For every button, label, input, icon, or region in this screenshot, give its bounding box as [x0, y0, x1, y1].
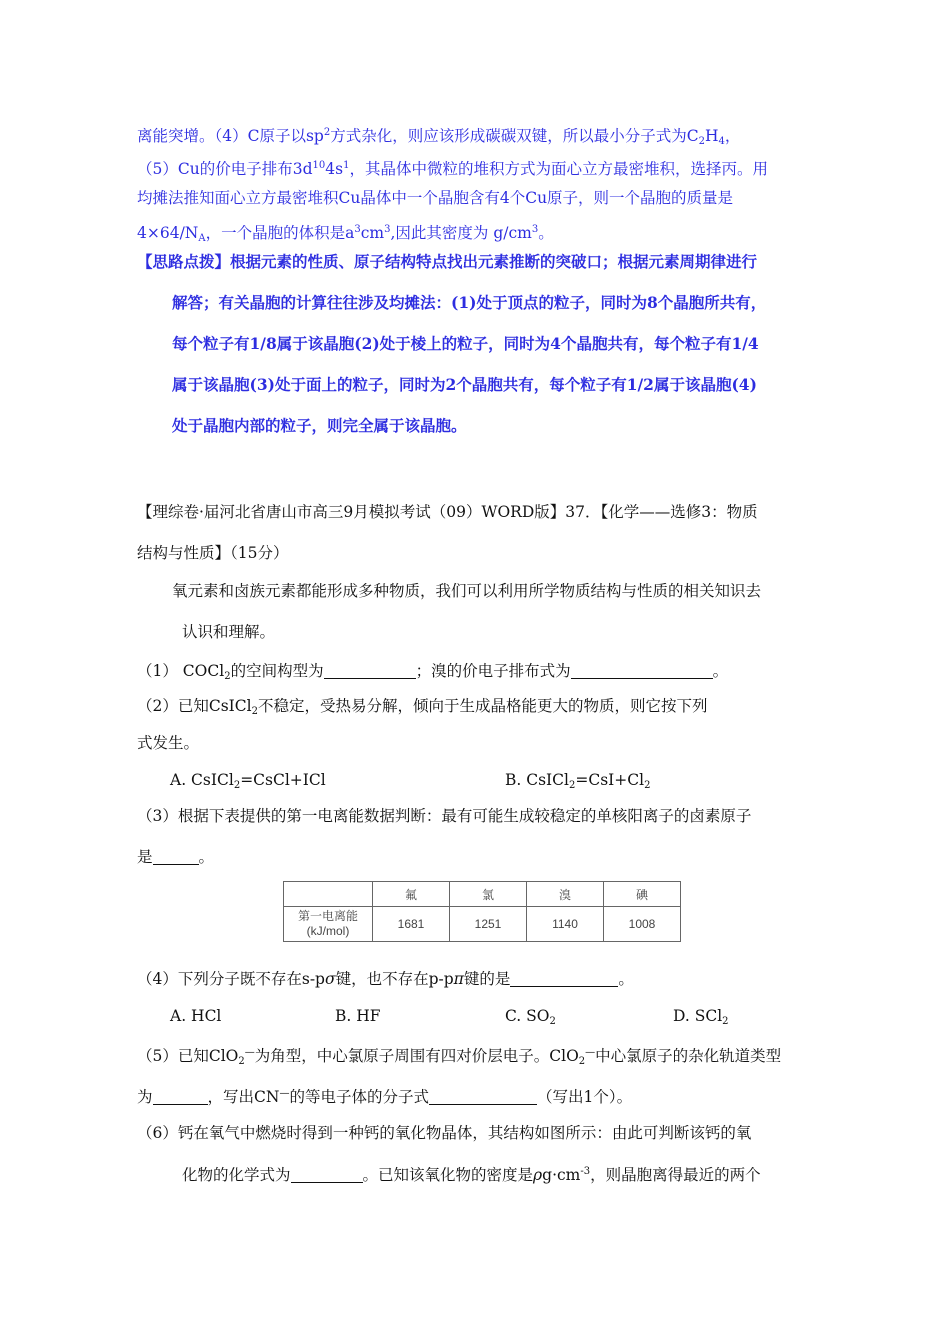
answer-blank[interactable] — [571, 662, 713, 679]
question-text: 的等电子体的分子式 — [289, 1088, 429, 1106]
question-text: 化物的化学式为 — [182, 1166, 291, 1184]
hint-line-5 — [172, 416, 467, 436]
question-text: 。已知该氧化物的密度是 — [362, 1166, 534, 1184]
answer-text: ，其晶体中微粒的堆积方式为面心立方最密堆积，选择丙。用 — [349, 160, 768, 178]
subscript: 4 — [718, 136, 725, 147]
table-header-empty — [284, 882, 373, 907]
subscript: 2 — [224, 671, 231, 682]
question-text: （5）已知ClO — [137, 1047, 239, 1065]
source-text: 结构与性质】（15分） — [137, 544, 289, 562]
subscript: 2 — [238, 1056, 245, 1067]
subscript: 2 — [698, 136, 705, 147]
question-2-cont — [137, 733, 199, 753]
question-6-cont — [182, 1162, 761, 1185]
question-source-1 — [137, 502, 758, 522]
question-2 — [137, 696, 708, 722]
question-text: ，写出CN — [207, 1088, 280, 1106]
answer-text: （5）Cu的价电子排布3d — [137, 160, 313, 178]
superscript: 3 — [384, 224, 391, 235]
subscript: 2 — [233, 780, 241, 791]
answer-text: 离能突增。（4）C原子以sp — [137, 127, 324, 145]
question-1 — [137, 661, 728, 687]
subscript: 2 — [722, 1016, 729, 1027]
answer-blank[interactable] — [153, 848, 199, 865]
superscript: 10 — [312, 160, 326, 171]
superscript: 1 — [343, 160, 350, 171]
intro-text: 氧元素和卤族元素都能形成多种物质，我们可以利用所学物质结构与性质的相关知识去 — [172, 582, 762, 600]
question-text: 中心氯原子的杂化轨道类型 — [595, 1047, 782, 1065]
question-5-cont — [137, 1084, 632, 1107]
subscript: 2 — [644, 780, 651, 791]
hint-line-3 — [172, 334, 759, 354]
pi-symbol: π — [453, 970, 464, 988]
subscript: 2 — [578, 1056, 586, 1067]
answer-blank[interactable] — [510, 970, 618, 987]
table-cell-value: 1140 — [527, 907, 604, 942]
superscript: 2 — [323, 127, 331, 138]
question-text: 为 — [137, 1088, 153, 1106]
subscript: A — [198, 233, 206, 244]
table-row-label — [284, 907, 373, 942]
hint-line-4 — [172, 375, 757, 395]
subscript: 2 — [549, 1016, 556, 1027]
question-3-cont — [137, 847, 214, 867]
superscript: -3 — [580, 1166, 591, 1177]
question-text: 是 — [137, 848, 153, 866]
answer-text: 均摊法推知面心立方最密堆积Cu晶体中一个晶胞含有4个Cu原子，则一个晶胞的质量是 — [137, 189, 734, 207]
answer-line-2 — [137, 156, 768, 179]
table-cell-value: 1681 — [373, 907, 450, 942]
answer-text: 方式杂化，则应该形成碳碳双键，所以最小分子式为C — [330, 127, 699, 145]
question-text: 式发生。 — [137, 734, 200, 752]
answer-text: H — [704, 127, 719, 145]
option-text: B. HF — [335, 1007, 381, 1025]
hint-text: 每个粒子有1/8属于该晶胞(2)处于棱上的粒子，同时为4个晶胞共有，每个粒子有1/4 — [172, 334, 759, 353]
hint-line-1 — [137, 252, 757, 272]
ionization-energy-table — [283, 881, 681, 942]
hint-text: 处于晶胞内部的粒子，则完全属于该晶胞。 — [172, 416, 467, 435]
answer-text: ,因此其密度为 g/cm — [390, 224, 532, 242]
answer-blank[interactable] — [153, 1088, 208, 1105]
row-label-unit: (kJ/mol) — [306, 924, 350, 938]
question-intro-1 — [172, 581, 761, 601]
hint-text: 属于该晶胞(3)处于面上的粒子，同时为2个晶胞共有，每个粒子有1/2属于该晶胞(4) — [172, 375, 757, 394]
option-text: =CsCl+ICl — [240, 771, 326, 789]
hint-tag: 【思路点拨】 — [137, 252, 231, 271]
question-text: g·cm — [542, 1166, 581, 1184]
question-text: （2）已知CsICl — [137, 697, 252, 715]
superscript: — — [244, 1047, 255, 1058]
question-4 — [137, 969, 634, 989]
question-text: 键的是 — [463, 970, 511, 988]
table-header-bromine: 溴 — [527, 882, 604, 907]
question-text: （6）钙在氧气中燃烧时得到一种钙的氧化物晶体，其结构如图所示：由此可判断该钙的氧 — [137, 1124, 752, 1142]
answer-text: 4s — [325, 160, 344, 178]
superscript: 3 — [531, 224, 539, 235]
question-text: 。 — [712, 662, 729, 680]
answer-text: 4×64/N — [137, 224, 199, 242]
table-header-iodine: 碘 — [604, 882, 681, 907]
answer-line-1 — [137, 123, 740, 152]
question-intro-2 — [182, 622, 275, 642]
question-text: 键，也不存在p-p — [335, 970, 454, 988]
source-text: 【理综卷·届河北省唐山市高三9月模拟考试（09）WORD版】37．【化学——选修3：物质 — [137, 503, 758, 521]
q4-option-a[interactable] — [170, 1006, 221, 1026]
question-text: 。 — [198, 848, 215, 866]
answer-blank[interactable] — [429, 1088, 537, 1105]
answer-blank[interactable] — [324, 662, 416, 679]
option-text: =CsI+Cl — [575, 771, 645, 789]
table-header-chlorine: 氯 — [450, 882, 527, 907]
q2-option-b[interactable] — [505, 770, 650, 796]
question-text: 不稳定，受热易分解，倾向于生成晶格能更大的物质，则它按下列 — [258, 697, 708, 715]
question-text: （3）根据下表提供的第一电离能数据判断：最有可能生成较稳定的单核阳离子的卤素原子 — [137, 807, 752, 825]
option-text: D. SCl — [673, 1007, 723, 1025]
intro-text: 认识和理解。 — [182, 623, 276, 641]
superscript: — — [279, 1088, 290, 1099]
question-text: （4）下列分子既不存在s-p — [137, 970, 325, 988]
option-text: A. HCl — [170, 1007, 222, 1025]
table-cell-value: 1251 — [450, 907, 527, 942]
answer-line-3 — [137, 188, 733, 208]
question-3 — [137, 806, 751, 826]
answer-text: ， — [724, 127, 741, 145]
rho-symbol: ρ — [533, 1166, 543, 1184]
question-text: ；溴的价电子排布式为 — [415, 662, 571, 680]
q4-option-b[interactable] — [335, 1006, 381, 1026]
option-text: B. CsICl — [505, 771, 569, 789]
row-label-text: 第一电离能 — [297, 909, 358, 923]
option-text: C. SO — [505, 1007, 550, 1025]
question-source-2 — [137, 543, 288, 563]
answer-blank[interactable] — [291, 1166, 363, 1183]
hint-text: 根据元素的性质、原子结构特点找出元素推断的突破口；根据元素周期律进行 — [230, 252, 758, 271]
q4-option-d[interactable] — [673, 1006, 729, 1032]
superscript: — — [585, 1047, 596, 1058]
question-5 — [137, 1043, 781, 1072]
subscript: 2 — [569, 780, 576, 791]
q2-option-a[interactable] — [170, 770, 326, 796]
answer-text: ，一个晶胞的体积是a — [205, 224, 355, 242]
question-text: 。 — [618, 970, 634, 988]
answer-text: cm — [360, 224, 385, 242]
answer-text: 。 — [538, 224, 554, 242]
hint-line-2 — [172, 293, 766, 313]
hint-text: 解答；有关晶胞的计算往往涉及均摊法：(1)处于顶点的粒子，同时为8个晶胞所共有， — [172, 293, 767, 312]
question-text: 为角型，中心氯原子周围有四对价层电子。ClO — [254, 1047, 579, 1065]
option-text: A. CsICl — [170, 771, 234, 789]
q4-option-c[interactable] — [505, 1006, 556, 1032]
answer-line-4 — [137, 220, 554, 249]
question-text: （写出1个）。 — [536, 1088, 633, 1106]
question-text: （1） COCl — [137, 662, 225, 680]
question-6 — [137, 1123, 751, 1143]
question-text: 的空间构型为 — [230, 662, 324, 680]
superscript: 3 — [354, 224, 361, 235]
question-text: ，则晶胞离得最近的两个 — [590, 1166, 761, 1184]
subscript: 2 — [251, 706, 258, 717]
sigma-symbol: σ — [324, 970, 336, 988]
table-cell-value: 1008 — [604, 907, 681, 942]
table-header-fluorine: 氟 — [373, 882, 450, 907]
